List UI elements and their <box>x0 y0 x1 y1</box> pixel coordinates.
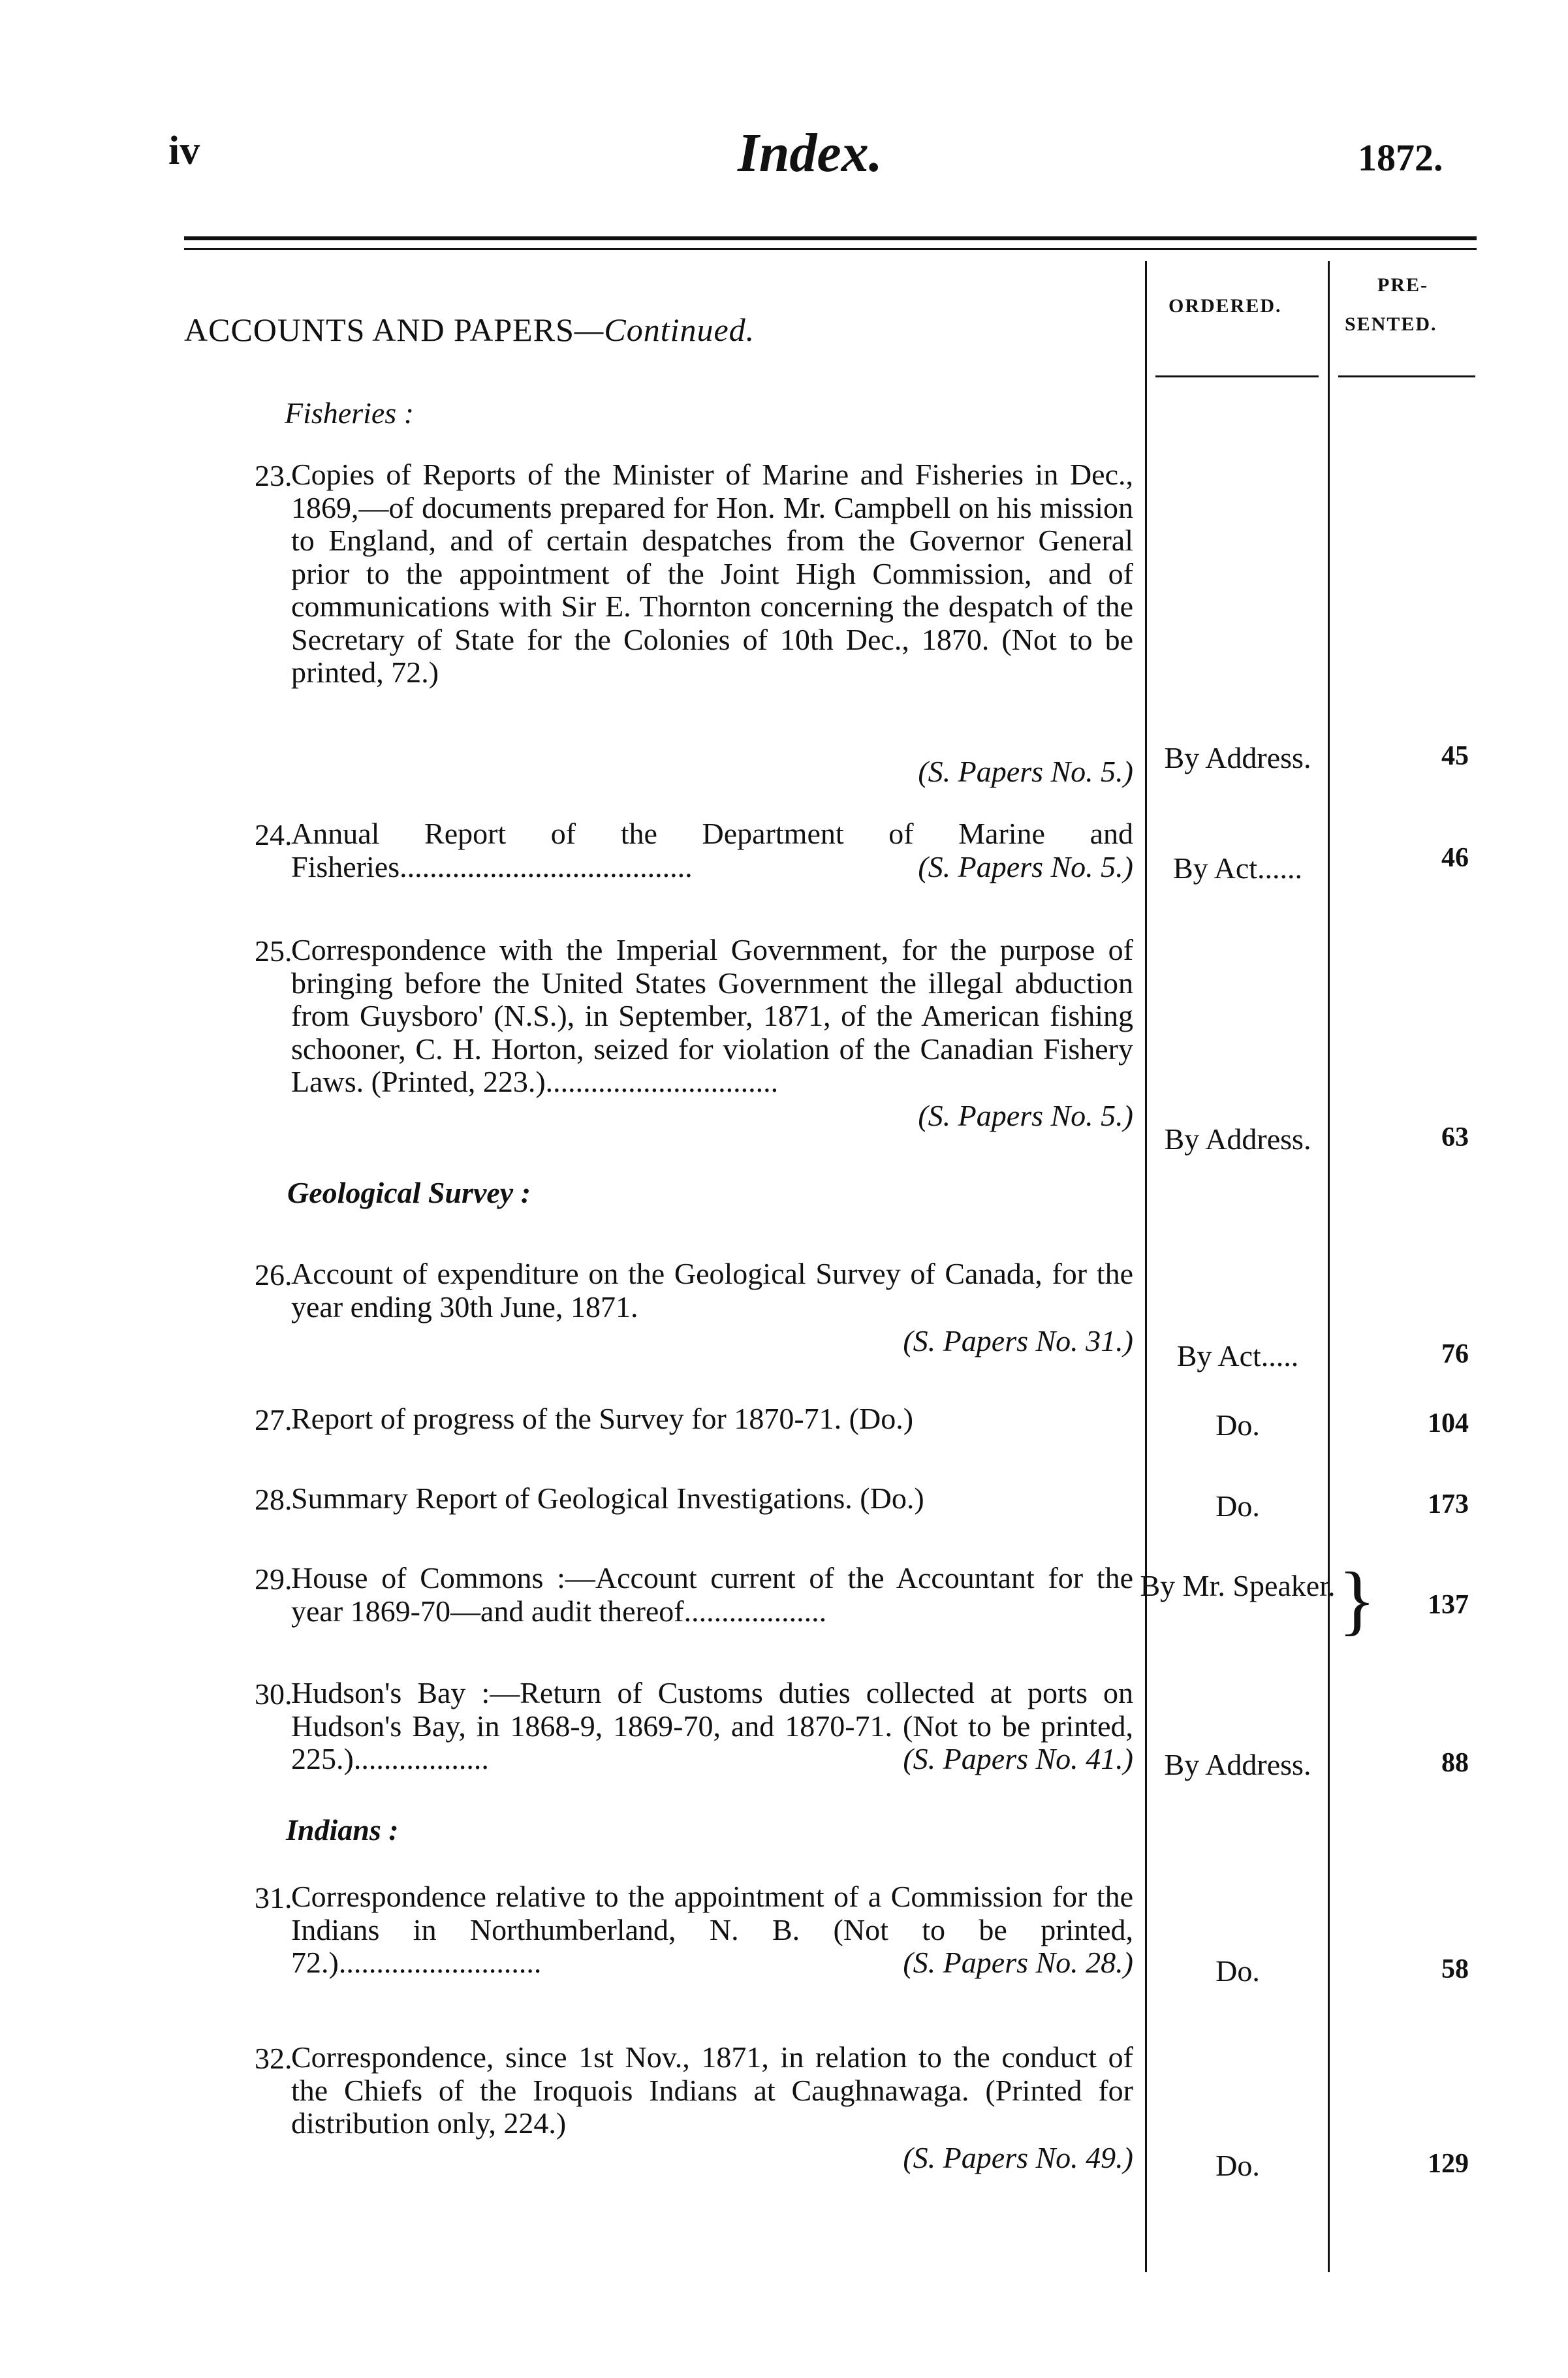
entry-27-ordered: Do. <box>1215 1408 1260 1442</box>
entry-29-presented: 137 <box>1428 1590 1469 1620</box>
entry-29-brace-icon: } <box>1338 1556 1376 1643</box>
entry-32-presented: 129 <box>1428 2149 1469 2179</box>
entry-26-ref: (S. Papers No. 31.) <box>903 1324 1133 1357</box>
entry-25-text: Correspondence with the Imperial Government, for the purpose of bringing before the United States Government the illegal abduction from Guysboro' (N.S.), in September, 1871, of the American fishing schooner, C. H. Horton, seized for violation of the Canadian Fishery Laws. (Printed, 223.)............................... <box>291 933 1133 1098</box>
entry-29-text: House of Commons :—Account current of the Accountant for the year 1869-70—and audit thereof................... <box>291 1561 1133 1628</box>
entry-29-ordered: By Mr. Speaker. <box>1140 1569 1336 1602</box>
entry-26-number: 26. <box>255 1258 292 1292</box>
entry-24-ref: (S. Papers No. 5.) <box>918 850 1133 883</box>
entry-25-ref: (S. Papers No. 5.) <box>918 1099 1133 1132</box>
entry-31-text: Correspondence relative to the appointment of a Commission for the Indians in Northumberland, N. B. (Not to be printed, 72.)........................... <box>291 1880 1133 1979</box>
entry-31-ref: (S. Papers No. 28.) <box>903 1946 1133 1979</box>
presented-column-header-line2: SENTED. <box>1345 313 1437 335</box>
entry-24-presented: 46 <box>1441 843 1469 873</box>
entry-30-number: 30. <box>255 1677 292 1711</box>
entry-26-text: Account of expenditure on the Geological Survey of Canada, for the year ending 30th June, 1871. <box>291 1257 1133 1324</box>
header-rule-top <box>184 236 1477 240</box>
page-title: Index. <box>738 123 883 183</box>
entry-23-presented: 45 <box>1441 741 1469 771</box>
section-title: ACCOUNTS AND PAPERS <box>184 311 574 348</box>
page-year: 1872. <box>1358 136 1443 179</box>
entry-32-text: Correspondence, since 1st Nov., 1871, in relation to the conduct of the Chiefs of the Iroquois Indians at Caughnawaga. (Printed for distribution only, 224.) <box>291 2040 1133 2140</box>
entry-23-ref: (S. Papers No. 5.) <box>918 755 1133 788</box>
entry-31-presented: 58 <box>1441 1954 1469 1984</box>
entry-24-ordered: By Act...... <box>1172 851 1303 885</box>
entry-30-text: Hudson's Bay :—Return of Customs duties collected at ports on Hudson's Bay, in 1868-9, 1869-70, and 1870-71. (Not to be printed, 225.).................. <box>291 1676 1133 1775</box>
entry-32-number: 32. <box>255 2042 292 2075</box>
entry-30-ref: (S. Papers No. 41.) <box>903 1742 1133 1775</box>
ordered-column-header: ORDERED. <box>1168 295 1282 317</box>
entry-26-ordered: By Act..... <box>1176 1339 1299 1372</box>
presented-column-header-line1: PRE- <box>1377 274 1428 296</box>
entry-30-ordered: By Address. <box>1164 1748 1311 1781</box>
entry-30-presented: 88 <box>1441 1748 1469 1778</box>
entry-27-presented: 104 <box>1428 1408 1469 1438</box>
entry-28-presented: 173 <box>1428 1489 1469 1519</box>
section-heading <box>184 311 755 349</box>
entry-23-text: Copies of Reports of the Minister of Marine and Fisheries in Dec., 1869,—of documents prepared for Hon. Mr. Campbell on his mission to England, and of certain despatches from the Governor General prior to the appointment of the Joint High Commission, and of communications with Sir E. Thornton concerning the despatch of the Secretary of State for the Colonies of 10th Dec., 1870. (Not to be printed, 72.) <box>291 458 1133 689</box>
entry-32-ordered: Do. <box>1215 2149 1260 2182</box>
entry-25-number: 25. <box>255 934 292 968</box>
page-number: iv <box>168 129 200 173</box>
entry-28-ordered: Do. <box>1215 1489 1260 1523</box>
entry-29-number: 29. <box>255 1562 292 1596</box>
entry-24-number: 24. <box>255 818 292 851</box>
entry-28-text: Summary Report of Geological Investigations. (Do.) <box>291 1482 924 1515</box>
entry-24-text: Annual Report of the Department of Marine and Fisheries....................................... <box>291 817 1133 883</box>
entry-23-ordered: By Address. <box>1164 741 1311 774</box>
ordered-header-rule <box>1155 375 1319 377</box>
entry-23-number: 23. <box>255 459 292 492</box>
entry-26-presented: 76 <box>1441 1339 1469 1369</box>
entry-25-presented: 63 <box>1441 1122 1469 1152</box>
entry-27-text: Report of progress of the Survey for 1870-71. (Do.) <box>291 1402 914 1435</box>
entry-28-number: 28. <box>255 1483 292 1516</box>
header-rule-bottom <box>184 248 1477 250</box>
entry-27-number: 27. <box>255 1403 292 1436</box>
entry-25-ordered: By Address. <box>1164 1122 1311 1156</box>
entry-31-number: 31. <box>255 1881 292 1914</box>
entry-31-ordered: Do. <box>1215 1954 1260 1988</box>
subhead-indians: Indians : <box>286 1813 399 1847</box>
subhead-fisheries: Fisheries : <box>285 396 415 430</box>
entry-32-ref: (S. Papers No. 49.) <box>903 2141 1133 2174</box>
subhead-geological-survey: Geological Survey : <box>287 1176 531 1209</box>
presented-header-rule <box>1338 375 1475 377</box>
section-continued: —Continued. <box>574 311 755 348</box>
